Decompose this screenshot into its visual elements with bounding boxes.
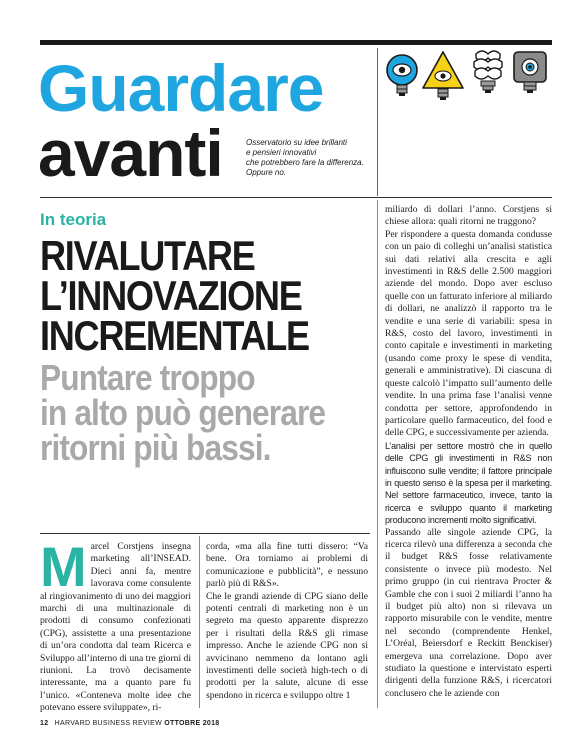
column-divider-mid bbox=[199, 536, 200, 708]
screen-eye-icon bbox=[514, 52, 546, 93]
article-column-right bbox=[385, 204, 552, 700]
headline-line: INCREMENTALE bbox=[40, 312, 309, 359]
top-rule bbox=[40, 40, 552, 45]
section-title-line1: Guardare bbox=[38, 51, 324, 125]
drop-cap: M bbox=[40, 535, 87, 598]
lightbulb-eye-icon bbox=[387, 55, 417, 96]
tagline-line: Osservatorio su idee brillanti bbox=[246, 138, 347, 147]
body-paragraph: Che le grandi aziende di CPG siano delle potenti centrali di marketing non è un segreto ma questo apparente disprezzo per i risultati della R&S gli rimase impresso. Anche le aziende CPG non si avvicinano nemmeno da lontano agli investimenti delle società high-tech o di prodotti per la salute, alcune di esse spendono in ricerca e sviluppo oltre 1 bbox=[206, 590, 368, 701]
body-paragraph: arcel Corstjens insegna marketing all’INSEAD. Dieci anni fa, mentre lavorava come consulente al ringiovanimento di uno dei maggiori marchi di una multinazionale di prodotti di consumo confezionati (CPG), assistette a una presentazione di un’ora condotta dal team Ricerca e Sviluppo all’interno di una tre giorni di riunioni. La trovò decisamente interessante, ma a quanto pare fu l’unico. «Conteneva molte idee che potevano essere sviluppate», ri- bbox=[40, 541, 191, 714]
article-subhead bbox=[40, 357, 330, 468]
headline-line: RIVALUTARE bbox=[40, 232, 255, 279]
article-kicker: In teoria bbox=[40, 210, 107, 229]
magazine-name: HARVARD BUSINESS REVIEW bbox=[54, 720, 163, 727]
energy-saving-bulb-icon bbox=[474, 51, 502, 93]
article-headline bbox=[40, 232, 324, 359]
subhead-line: in alto può generare bbox=[40, 392, 326, 433]
article-column-left bbox=[40, 535, 191, 715]
tagline-line: che potrebbero fare la differenza. bbox=[246, 158, 364, 167]
subhead-line: Puntare troppo bbox=[40, 357, 255, 398]
tagline-line: e pensieri innovativi bbox=[246, 148, 317, 157]
header-rule bbox=[40, 197, 552, 198]
article-column-middle bbox=[206, 541, 368, 702]
page-number: 12 bbox=[40, 720, 49, 727]
body-paragraph: L’analisi per settore mostrò che in quello delle CPG gli investimenti in R&S non influiscono sulle vendite; il fattore principale in questo senso è la spesa per il marketing. Nel settore farmaceutico, invece, tanto la ricerca e sviluppo quanto il marketing producono incrementi molto significativi. bbox=[385, 440, 552, 526]
header-divider bbox=[377, 48, 378, 196]
warning-eye-icon bbox=[423, 52, 463, 100]
body-paragraph: Passando alle singole aziende CPG, la ricerca rilevò una differenza a seconda che il budget R&S fosse relativamente consistente o invece più modesto. Nel primo gruppo (in cui rientrava Procter & Gamble che con i suoi 2 miliardi l’anno ha il budget più alto) non si rilevava un rapporto misurabile con le vendite, mentre nel secondo (comprendente Henkel, L’Oréal, Beiersdorf e Reckitt Benckiser) emergeva una correlazione. Dopo aver studiato la questione e intervistato esperti dirigenti della funzione R&S, i ricercatori conclusero che le aziende con bbox=[385, 526, 552, 699]
section-title-line2: avanti bbox=[38, 116, 223, 190]
body-paragraph: Per rispondere a questa domanda condusse con un paio di colleghi un’analisi statistica sui dati relativi alla crescita e agli investimenti in R&S delle 2.500 maggiori aziende del mondo. Dopo aver escluso quelle con un fatturato inferiore al miliardo di dollari, ne analizzò il rapporto tra le vendite e una serie di variabili: spesa in R&S, costo del lavoro, investimenti in conto capitale e investimenti in marketing (usando come proxy le spese di vendita, generali e amministrative). Di ciascuna di queste calcolò l’impatto sull’aumento delle vendite. In una prima fase l’analisi venne condotta per settore, approfondendo in particolare quello farmaceutico, del food e delle CPG, e successivamente per azienda. bbox=[385, 228, 552, 439]
headline-line: L’INNOVAZIONE bbox=[40, 272, 302, 319]
subhead-line: ritorni più bassi. bbox=[40, 427, 271, 468]
tagline-line: Oppure no. bbox=[246, 168, 287, 177]
issue-date: OTTOBRE 2018 bbox=[164, 720, 220, 727]
section-tagline bbox=[246, 138, 376, 178]
body-paragraph: miliardo di dollari l’anno. Corstjens si chiese allora: quali ritorni ne traggono? bbox=[385, 204, 552, 228]
body-paragraph: corda, «ma alla fine tutti dissero: “Va bene. Ora torniamo ai problemi di comunicazione e pubblicità”, e nessuno parlò più di R&S». bbox=[206, 541, 368, 590]
column-divider-right bbox=[377, 200, 378, 708]
body-rule bbox=[40, 533, 370, 534]
page-footer bbox=[40, 720, 220, 727]
header-icons bbox=[386, 48, 552, 108]
